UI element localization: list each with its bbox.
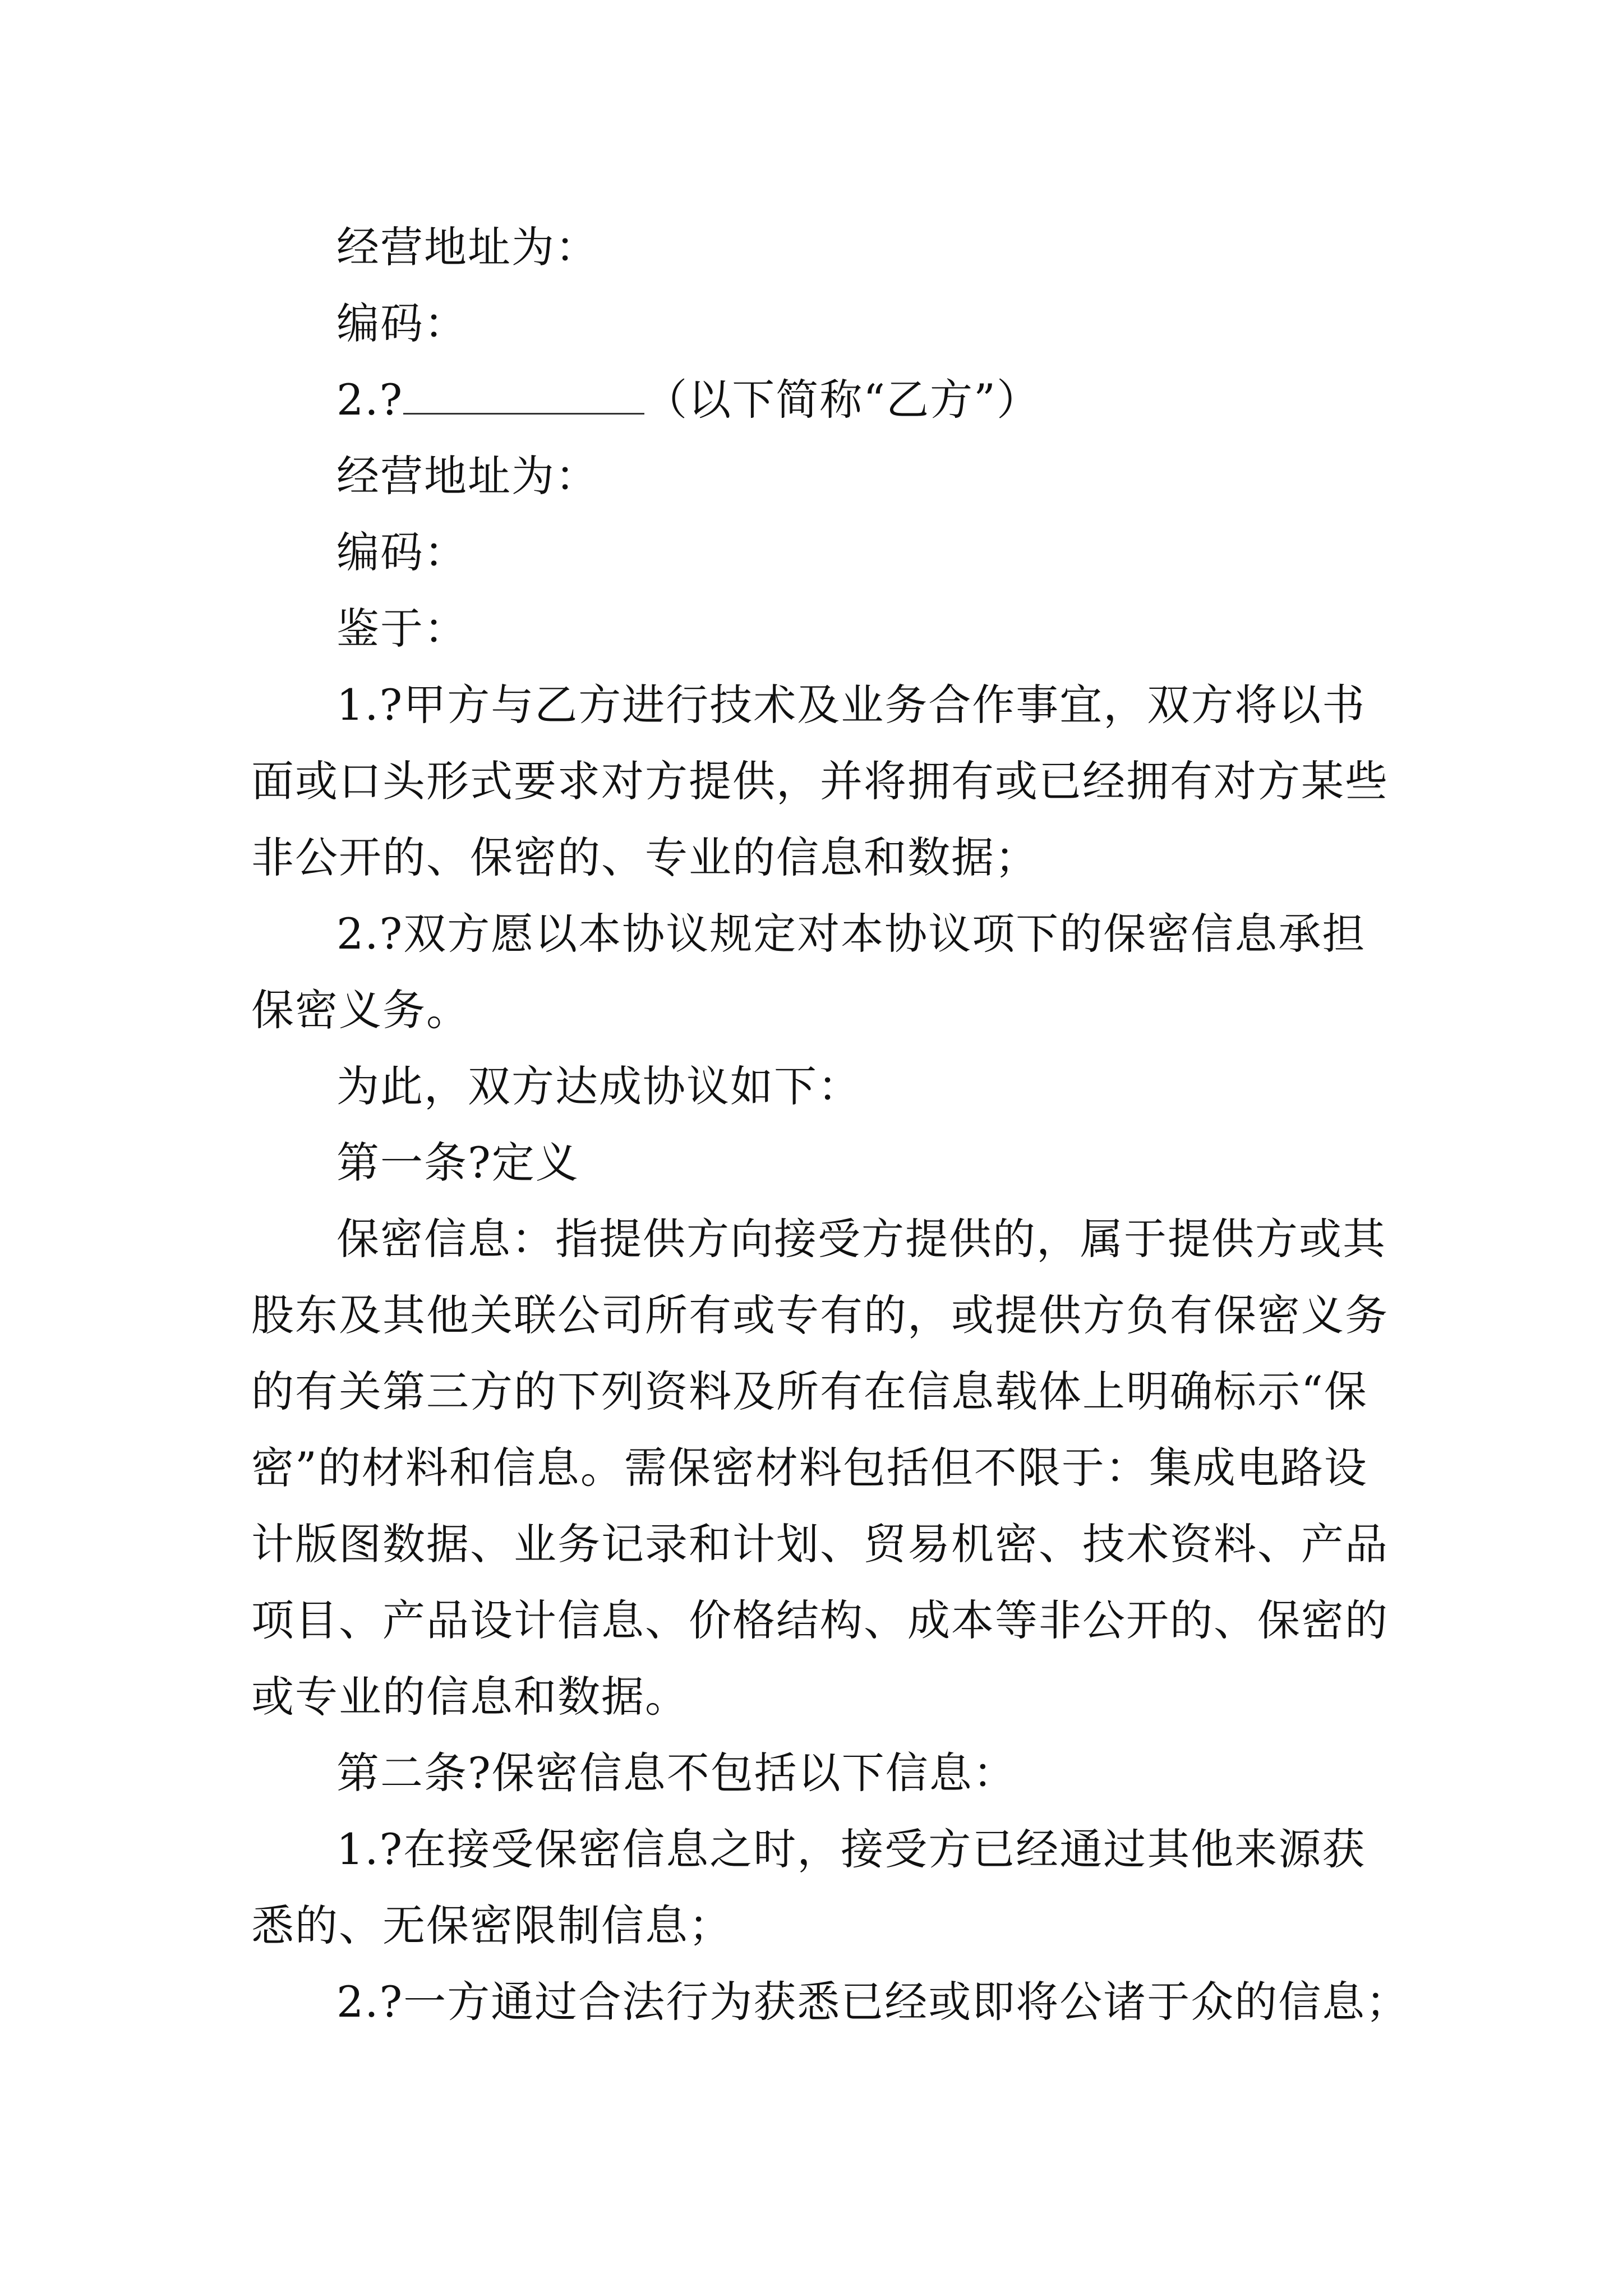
- paragraph-line: 编码：: [336, 298, 468, 348]
- section-heading: 第一条?定义: [336, 1138, 579, 1188]
- party-b-number: 2.?: [336, 375, 404, 425]
- paragraph-line: 的有关第三方的下列资料及所有在信息载体上明确标示“保: [251, 1366, 1368, 1416]
- document-body: [251, 209, 1410, 2040]
- paragraph-line: 或专业的信息和数据。: [251, 1672, 689, 1722]
- paragraph-line: 为此，双方达成协议如下：: [336, 1061, 861, 1111]
- paragraph-line: 悉的、无保密限制信息；: [251, 1901, 732, 1950]
- paragraph-line: 2.?双方愿以本协议规定对本协议项下的保密信息承担: [336, 909, 1366, 959]
- party-b-name-blank: [403, 379, 644, 415]
- paragraph-line: 保密义务。: [251, 985, 470, 1035]
- paragraph-line: 鉴于：: [336, 604, 468, 654]
- party-b-line: [251, 362, 1382, 438]
- paragraph-line: 非公开的、保密的、专业的信息和数据；: [251, 832, 1039, 882]
- paragraph-line: 经营地址为：: [336, 222, 599, 272]
- paragraph-line: 1.?甲方与乙方进行技术及业务合作事宜，双方将以书: [336, 680, 1366, 730]
- paragraph-line: 项目、产品设计信息、价格结构、成本等非公开的、保密的: [251, 1595, 1389, 1645]
- paragraph-line: 2.?一方通过合法行为获悉已经或即将公诸于众的信息；: [336, 1977, 1410, 2027]
- paragraph-line: 保密信息：指提供方向接受方提供的，属于提供方或其: [336, 1214, 1386, 1264]
- party-b-note: （以下简称“乙方”）: [644, 375, 1040, 425]
- paragraph-line: 面或口头形式要求对方提供，并将拥有或已经拥有对方某些: [251, 756, 1389, 806]
- paragraph-line: 计版图数据、业务记录和计划、贸易机密、技术资料、产品: [251, 1519, 1389, 1569]
- paragraph-line: 密”的材料和信息。需保密材料包括但不限于：集成电路设: [251, 1443, 1368, 1493]
- paragraph-line: 经营地址为：: [336, 451, 599, 501]
- paragraph-line: 编码：: [336, 527, 468, 577]
- section-heading: 第二条?保密信息不包括以下信息：: [336, 1748, 1017, 1798]
- paragraph-line: 股东及其他关联公司所有或专有的，或提供方负有保密义务: [251, 1290, 1389, 1340]
- paragraph-line: 1.?在接受保密信息之时，接受方已经通过其他来源获: [336, 1824, 1366, 1874]
